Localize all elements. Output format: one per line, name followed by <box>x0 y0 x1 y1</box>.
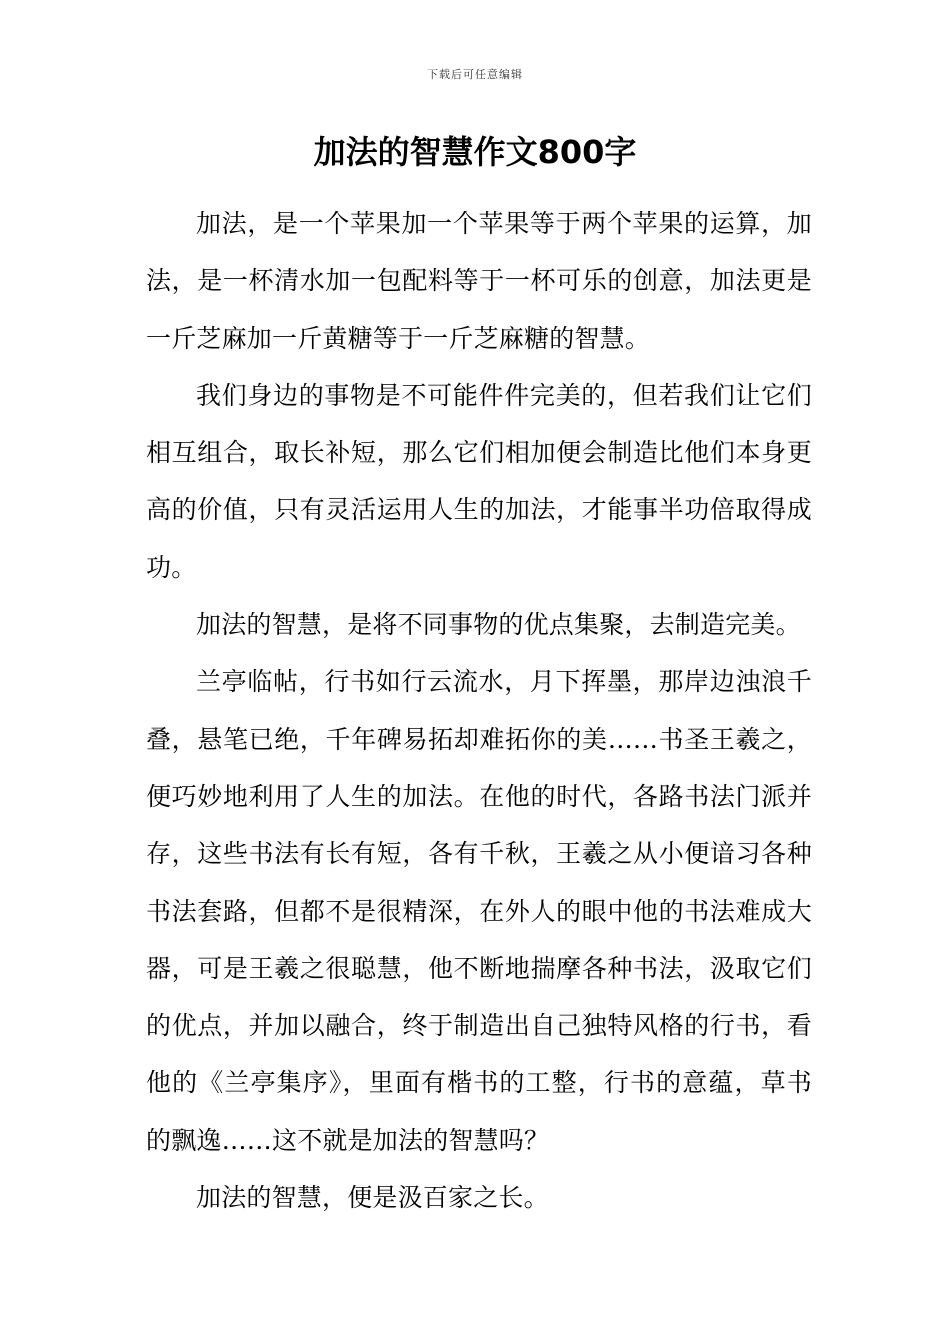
paragraph: 加法的智慧，便是汲百家之长。 <box>196 1183 549 1213</box>
paragraph: 加法的智慧，是将不同事物的优点集聚，去制造完美。 <box>196 610 801 640</box>
paragraph: 我们身边的事物是不可能件件完美的，但若我们让它们相互组合，取长补短，那么它们相加便会制造比他们本身更高的价值，只有灵活运用人生的加法，才能事半功倍取得成功。 <box>146 380 812 582</box>
page-title: 加法的智慧作文800字 <box>313 133 637 171</box>
paragraph: 加法，是一个苹果加一个苹果等于两个苹果的运算，加法，是一杯清水加一包配料等于一杯可乐的创意，加法更是一斤芝麻加一斤黄糖等于一斤芝麻糖的智慧。 <box>146 209 812 353</box>
paragraph: 兰亭临帖，行书如行云流水，月下挥墨，那岸边浊浪千叠，悬笔已绝，千年碑易拓却难拓你的美……书圣王羲之，便巧妙地利用了人生的加法。在他的时代，各路书法门派并存，这些书法有长有短，各有千秋，王羲之从小便谙习各种书法套路，但都不是很精深，在外人的眼中他的书法难成大器，可是王羲之很聪慧，他不断地揣摩各种书法，汲取它们的优点，并加以融合，终于制造出自己独特风格的行书，看他的《兰亭集序》，里面有楷书的工整，行书的意蕴，草书的飘逸……这不就是加法的智慧吗？ <box>146 667 812 1155</box>
header-note: 下载后可任意编辑 <box>427 68 523 81</box>
document-body <box>146 195 812 1226</box>
